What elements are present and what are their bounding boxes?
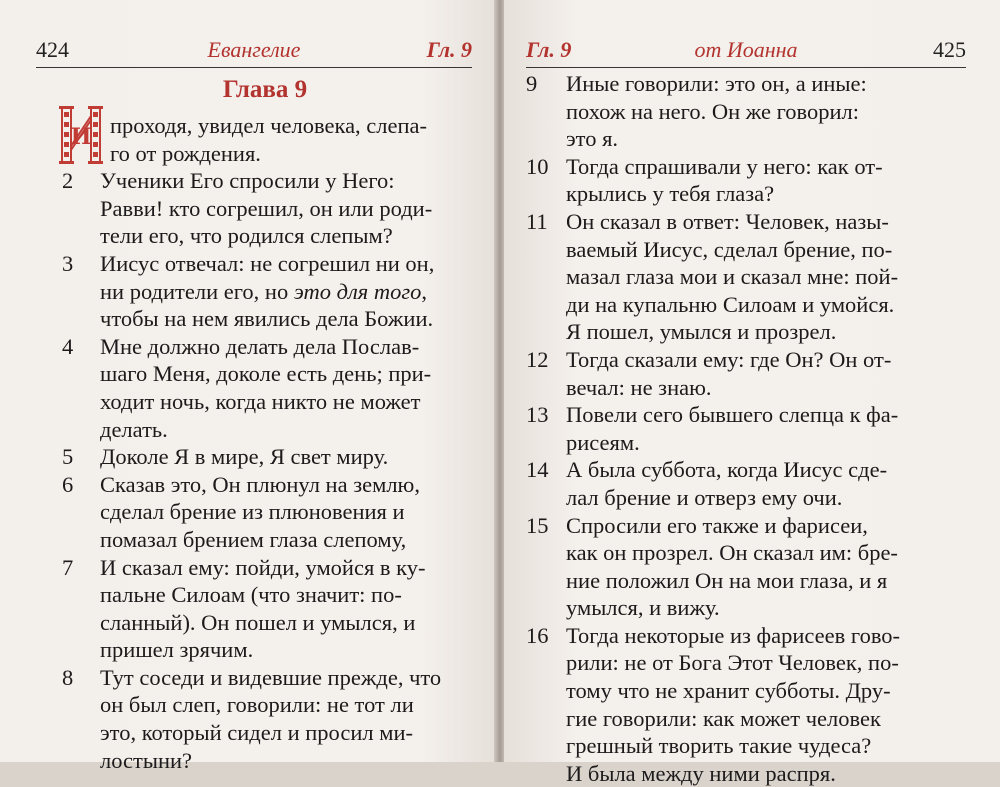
verse-line: Повели сего бывшего слепца к фа- <box>566 402 899 428</box>
verse-3 <box>58 250 472 333</box>
verse-line: рисеям. <box>566 429 640 455</box>
verse-9 <box>526 70 978 153</box>
verse-line: ваемый Иисус, сделал брение, по- <box>566 236 893 262</box>
verse-line: сланный). Он пошел и умылся, и <box>100 609 416 635</box>
verse-number: 5 <box>62 444 74 470</box>
verse-14 <box>526 456 978 511</box>
drop-cap-letter: И <box>70 124 92 150</box>
left-page-number: 424 <box>36 37 69 62</box>
verse-2 <box>58 167 472 250</box>
verse-line: крылись у тебя глаза? <box>566 181 775 207</box>
left-chapter-ref: Гл. 9 <box>426 37 472 62</box>
verse-line: Сказав это, Он плюнул на землю, <box>100 471 420 497</box>
verse-5 <box>58 443 472 471</box>
verse-line: Мне должно делать дела Послав- <box>100 333 420 359</box>
verse-line: Тогда спрашивали у него: как от- <box>566 153 883 179</box>
verse-line: Иные говорили: это он, а иные: <box>566 71 867 96</box>
verse-line: это я. <box>566 126 619 152</box>
verse-line: Спросили его также и фарисеи, <box>566 512 868 538</box>
right-running-title: от Иоанна <box>694 37 798 62</box>
verse-10 <box>526 153 978 208</box>
verse-line: чтобы на нем явились дела Божии. <box>100 306 434 332</box>
verse-line: Тогда сказали ему: где Он? Он от- <box>566 346 892 372</box>
verse-13 <box>526 401 978 456</box>
verse-line: А была суббота, когда Иисус сде- <box>566 457 888 483</box>
right-verse-list <box>526 70 978 787</box>
chapter-heading: Глава 9 <box>222 76 308 103</box>
verse-line: Я пошел, умылся и прозрел. <box>566 319 837 345</box>
verse-15 <box>526 512 978 622</box>
right-running-head <box>526 34 966 66</box>
left-header-rule <box>36 67 472 68</box>
verse-number: 9 <box>526 71 538 96</box>
verse-line: похож на него. Он же говорил: <box>566 98 860 124</box>
verse-8 <box>58 664 472 774</box>
verse-number: 12 <box>526 346 549 372</box>
verse-line: ди на купальню Силоам и умойся. <box>566 291 895 317</box>
verse-line: помазал брением глаза слепому, <box>100 526 407 552</box>
verse-number: 11 <box>526 208 548 234</box>
verse-line: Он сказал в ответ: Человек, назы- <box>566 208 889 234</box>
verse-line: ходит ночь, когда никто не может <box>100 388 421 414</box>
italic-text: это для того <box>293 278 422 304</box>
verse-4 <box>58 333 472 443</box>
verse-number: 2 <box>62 168 74 194</box>
verse-number: 14 <box>526 457 549 483</box>
verse-line: это, который сидел и просил ми- <box>100 720 413 746</box>
verse-11 <box>526 208 978 346</box>
verse-line: проходя, увидел человека, слепа- <box>110 113 428 138</box>
left-verse-list <box>58 112 472 774</box>
verse-number: 6 <box>62 471 74 497</box>
verse-line: грешный творить такие чудеса? <box>566 733 872 759</box>
left-running-title: Евангелие <box>207 37 301 62</box>
verse-line: го от рождения. <box>110 140 261 166</box>
verse-line: мазал глаза мои и сказал мне: пой- <box>566 264 899 290</box>
verse-line: пришел зрячим. <box>100 637 254 663</box>
left-page <box>0 0 496 773</box>
verse-line: делать. <box>100 416 168 442</box>
right-header-rule <box>526 67 966 68</box>
verse-line: он был слеп, говорили: не тот ли <box>100 692 414 718</box>
verse-line: пальне Силоам (что значит: по- <box>100 582 402 608</box>
verse-line: тели его, что родился слепым? <box>100 223 393 249</box>
verse-line: Тут соседи и видевшие прежде, что <box>100 664 442 690</box>
verse-line: Равви! кто согрешил, он или роди- <box>100 195 433 221</box>
verse-number: 16 <box>526 622 549 648</box>
verse-line: как он прозрел. Он сказал им: бре- <box>566 540 898 566</box>
verse-number: 8 <box>62 664 74 690</box>
verse-number: 13 <box>526 402 549 428</box>
verse-line: вечал: не знаю. <box>566 374 712 400</box>
verse-12 <box>526 346 978 401</box>
verse-1 <box>58 112 472 167</box>
verse-line: умылся, и вижу. <box>566 595 720 621</box>
verse-line: тому что не хранит субботы. Дру- <box>566 678 891 704</box>
verse-number: 3 <box>62 250 74 276</box>
right-page-number: 425 <box>933 37 966 62</box>
verse-line: Тогда некоторые из фарисеев гово- <box>566 622 901 648</box>
verse-6 <box>58 471 472 554</box>
verse-line: сделал брение из плюновения и <box>100 499 405 525</box>
verse-line: гие говорили: как может человек <box>566 705 881 731</box>
verse-line: шаго Меня, доколе есть день; при- <box>100 361 432 387</box>
verse-line: Ученики Его спросили у Него: <box>100 168 395 194</box>
right-page <box>504 0 1000 786</box>
right-chapter-ref: Гл. 9 <box>526 37 572 62</box>
verse-number: 15 <box>526 512 549 538</box>
verse-line: лостыни? <box>100 747 193 773</box>
verse-line: Доколе Я в мире, Я свет миру. <box>100 444 389 470</box>
verse-line: лал брение и отверз ему очи. <box>566 484 843 510</box>
verse-line: рили: не от Бога Этот Человек, по- <box>566 650 899 676</box>
verse-number: 10 <box>526 153 549 179</box>
verse-7 <box>58 554 472 664</box>
verse-line: И была между ними распря. <box>566 760 836 786</box>
verse-number: 4 <box>62 333 74 359</box>
verse-16 <box>526 622 978 787</box>
verse-line: ние положил Он на мои глаза, и я <box>566 567 888 593</box>
verse-line: Иисус отвечал: не согрешил ни он, <box>100 250 435 276</box>
verse-line: ни родители его, но это для того, <box>100 278 428 304</box>
verse-number: 7 <box>62 554 74 580</box>
verse-line: И сказал ему: пойди, умойся в ку- <box>100 554 426 580</box>
left-running-head <box>36 34 472 66</box>
